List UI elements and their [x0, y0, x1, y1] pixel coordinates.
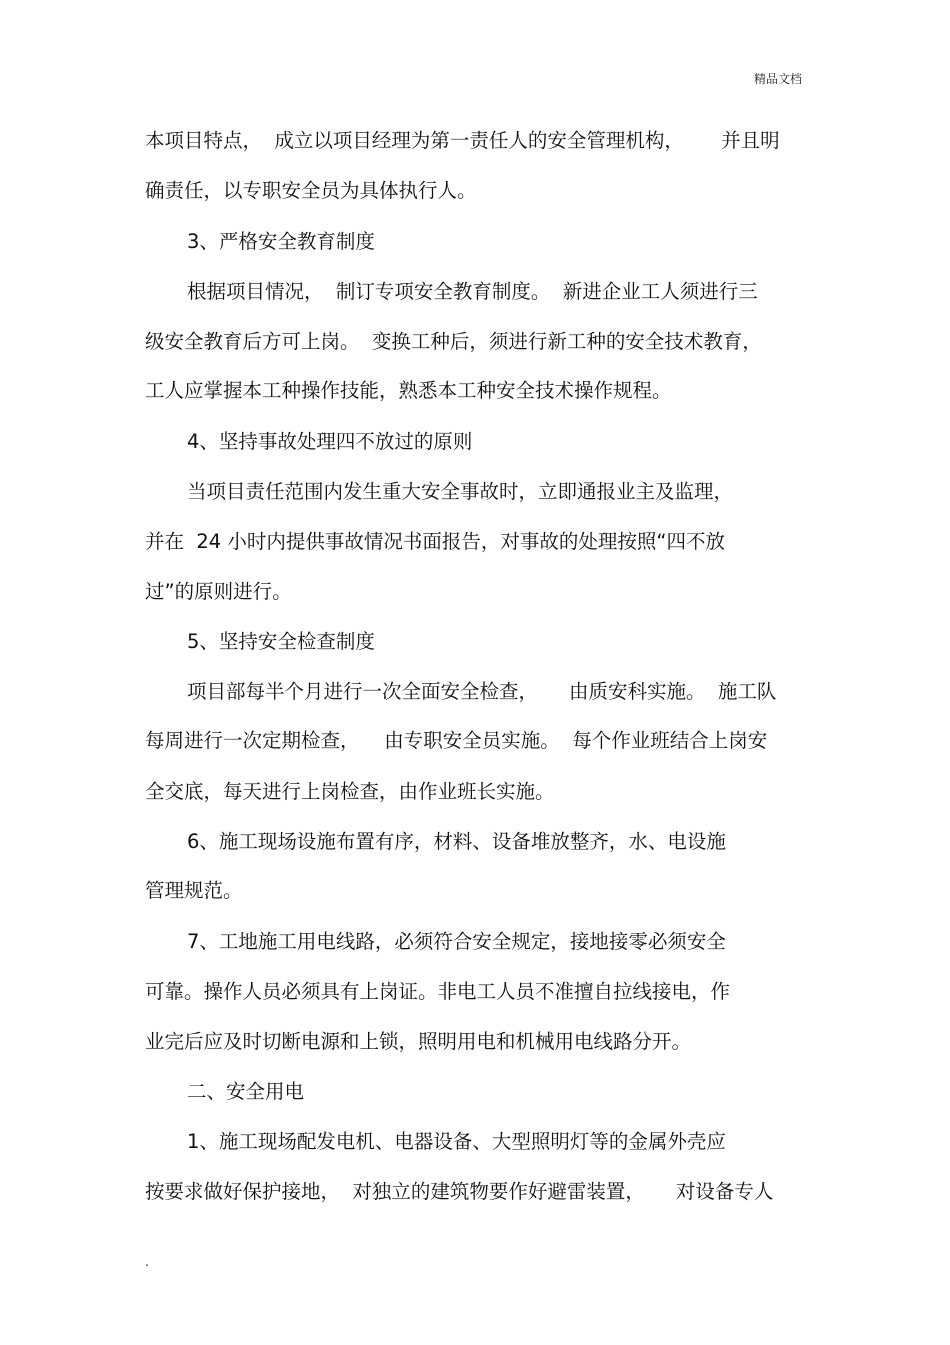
text-line: 确责任，以专职安全员为具体执行人。 [145, 179, 477, 202]
text-line: 业完后应及时切断电源和上锁，照明用电和机械用电线路分开。 [145, 1030, 692, 1053]
section-heading: 5、坚持安全检查制度 [187, 630, 375, 653]
text-line: 每周进行一次定期检查， 由专职安全员实施。 每个作业班结合上岗安 [145, 729, 768, 752]
text-line: 并在 24 小时内提供事故情况书面报告，对事故的处理按照“四不放 [145, 530, 726, 553]
text-line: 工人应掌握本工种操作技能，熟悉本工种安全技术操作规程。 [145, 379, 672, 402]
text-line: 项目部每半个月进行一次全面安全检查， 由质安科实施。 施工队 [187, 680, 777, 703]
section-heading: 1、施工现场配发电机、电器设备、大型照明灯等的金属外壳应 [187, 1130, 726, 1153]
text-line: 管理规范。 [145, 879, 243, 902]
text-line: 级安全教育后方可上岗。 变换工种后，须进行新工种的安全技术教育， [145, 330, 762, 353]
page-header-note: 精品文档 [753, 72, 802, 86]
section-heading: 4、坚持事故处理四不放过的原则 [187, 430, 473, 453]
text-line: 过”的原则进行。 [145, 580, 292, 603]
text-line: 当项目责任范围内发生重大安全事故时，立即通报业主及监理， [187, 480, 734, 503]
text-line: 根据项目情况， 制订专项安全教育制度。 新进企业工人须进行三 [187, 280, 758, 303]
section-heading: 6、施工现场设施布置有序，材料、设备堆放整齐，水、电设施 [187, 830, 726, 853]
page-footer-mark: . [145, 1255, 149, 1269]
text-line: 按要求做好保护接地， 对独立的建筑物要作好避雷装置， 对设备专人 [145, 1180, 774, 1203]
text-line: 可靠。操作人员必须具有上岗证。非电工人员不准擅自拉线接电，作 [145, 980, 731, 1003]
section-heading: 7、工地施工用电线路，必须符合安全规定，接地接零必须安全 [187, 930, 726, 953]
section-heading: 二、安全用电 [187, 1080, 305, 1103]
text-line: 全交底，每天进行上岗检查，由作业班长实施。 [145, 780, 555, 803]
section-heading: 3、严格安全教育制度 [187, 230, 375, 253]
text-line: 本项目特点， 成立以项目经理为第一责任人的安全管理机构， 并且明 [145, 129, 780, 152]
